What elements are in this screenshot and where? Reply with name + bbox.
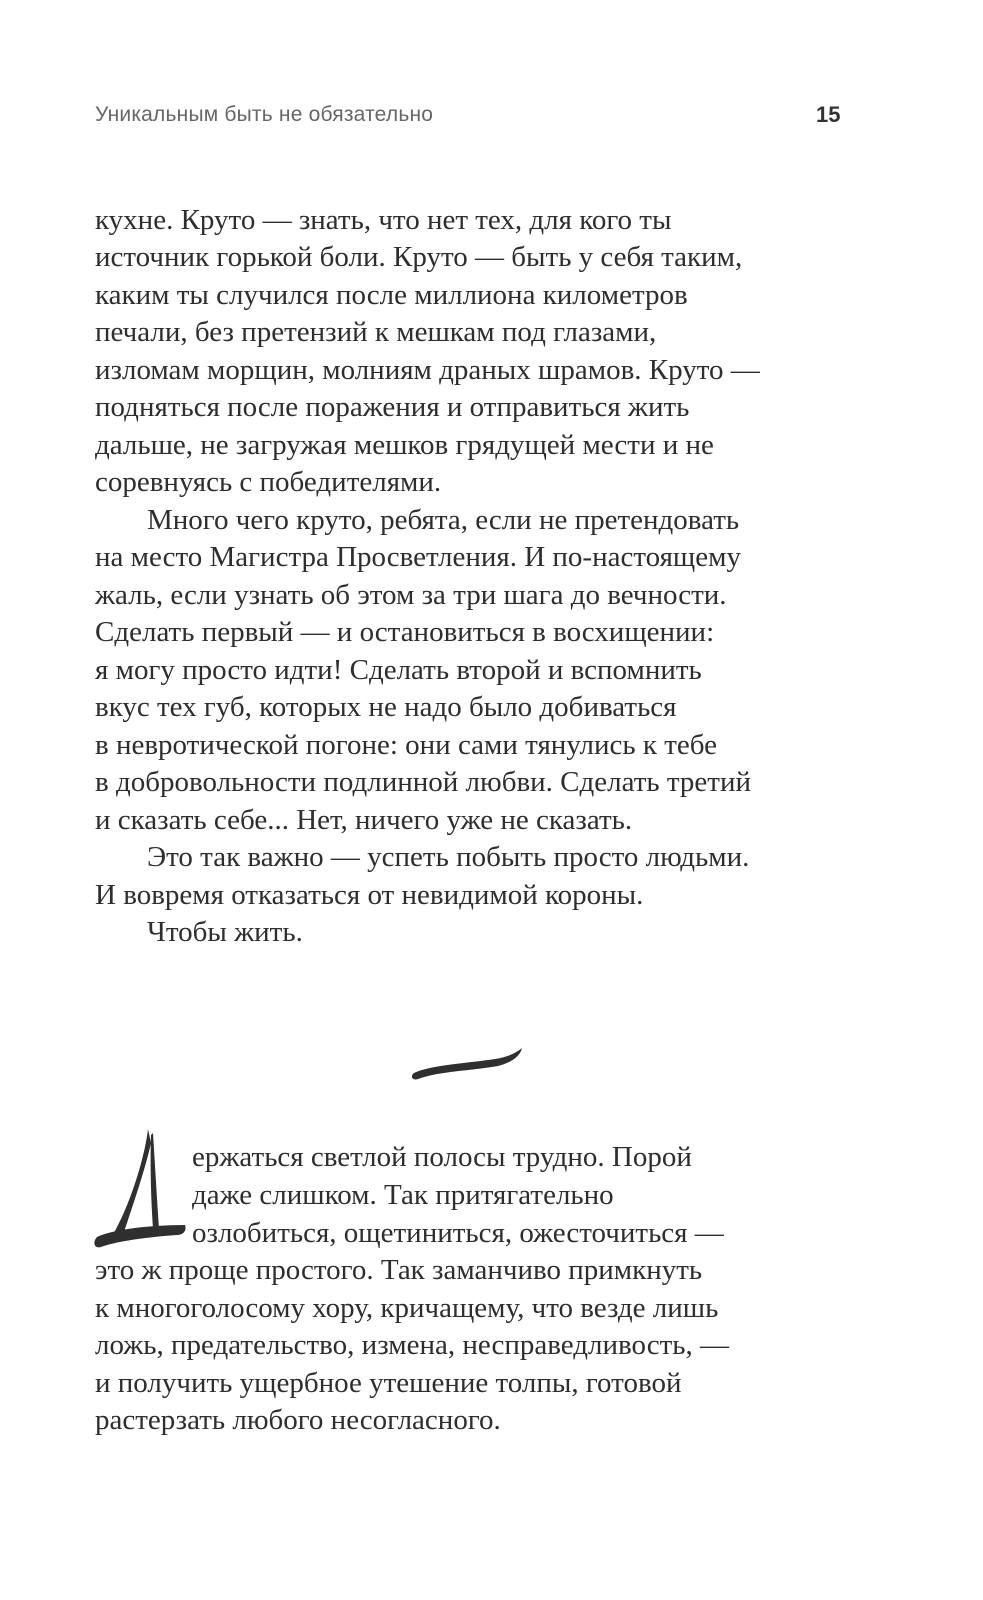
text-line: дальше, не загружая мешков грядущей мести и не — [95, 429, 714, 461]
text-line: и сказать себе... Нет, ничего уже не сказать. — [95, 804, 633, 836]
text-line: растерзать любого несогласного. — [95, 1404, 501, 1436]
text-line: источник горькой боли. Круто — быть у себя таким, — [95, 241, 743, 273]
text-line: озлобиться, ощетиниться, ожесточиться — — [192, 1217, 724, 1249]
text-line: я могу просто идти! Сделать второй и вспомнить — [95, 654, 702, 686]
text-line: в невротической погоне: они сами тянулись к тебе — [95, 729, 718, 761]
text-line: изломам морщин, молниям драных шрамов. Круто — — [95, 354, 760, 386]
text-line: кухне. Круто — знать, что нет тех, для кого ты — [95, 204, 672, 236]
page-number: 15 — [816, 102, 841, 127]
text-line: и получить ущербное утешение толпы, готовой — [95, 1367, 682, 1399]
brush-stroke-separator — [410, 1045, 525, 1085]
text-line: ложь, предательство, измена, несправедливость, — — [95, 1329, 729, 1361]
text-line: Много чего круто, ребята, если не претендовать — [147, 504, 740, 536]
text-line: на место Магистра Просветления. И по-настоящему — [95, 541, 741, 573]
text-line: в добровольности подлинной любви. Сделать третий — [95, 766, 751, 798]
text-line: это ж проще простого. Так заманчиво примкнуть — [95, 1254, 703, 1286]
text-line: вкус тех губ, которых не надо было добиваться — [95, 691, 677, 723]
text-line: даже слишком. Так притягательно — [192, 1179, 614, 1211]
text-line: к многоголосому хору, кричащему, что везде лишь — [95, 1292, 719, 1324]
text-line: печали, без претензий к мешкам под глазами, — [95, 316, 657, 348]
text-line: жаль, если узнать об этом за три шага до вечности. — [95, 579, 727, 611]
text-line: ержаться светлой полосы трудно. Порой — [192, 1141, 692, 1173]
text-line: каким ты случился после миллиона километров — [95, 279, 688, 311]
text-line: Сделать первый — и остановиться в восхищении: — [95, 616, 715, 648]
text-line: подняться после поражения и отправиться жить — [95, 391, 690, 423]
running-title: Уникальным быть не обязательно — [95, 103, 434, 126]
drop-cap-letter-d — [93, 1125, 188, 1250]
text-line: Это так важно — успеть побыть просто людьми. — [147, 841, 750, 873]
text-line: Чтобы жить. — [147, 916, 303, 948]
text-line: И вовремя отказаться от невидимой короны. — [95, 879, 644, 911]
text-line: соревнуясь с победителями. — [95, 466, 442, 498]
